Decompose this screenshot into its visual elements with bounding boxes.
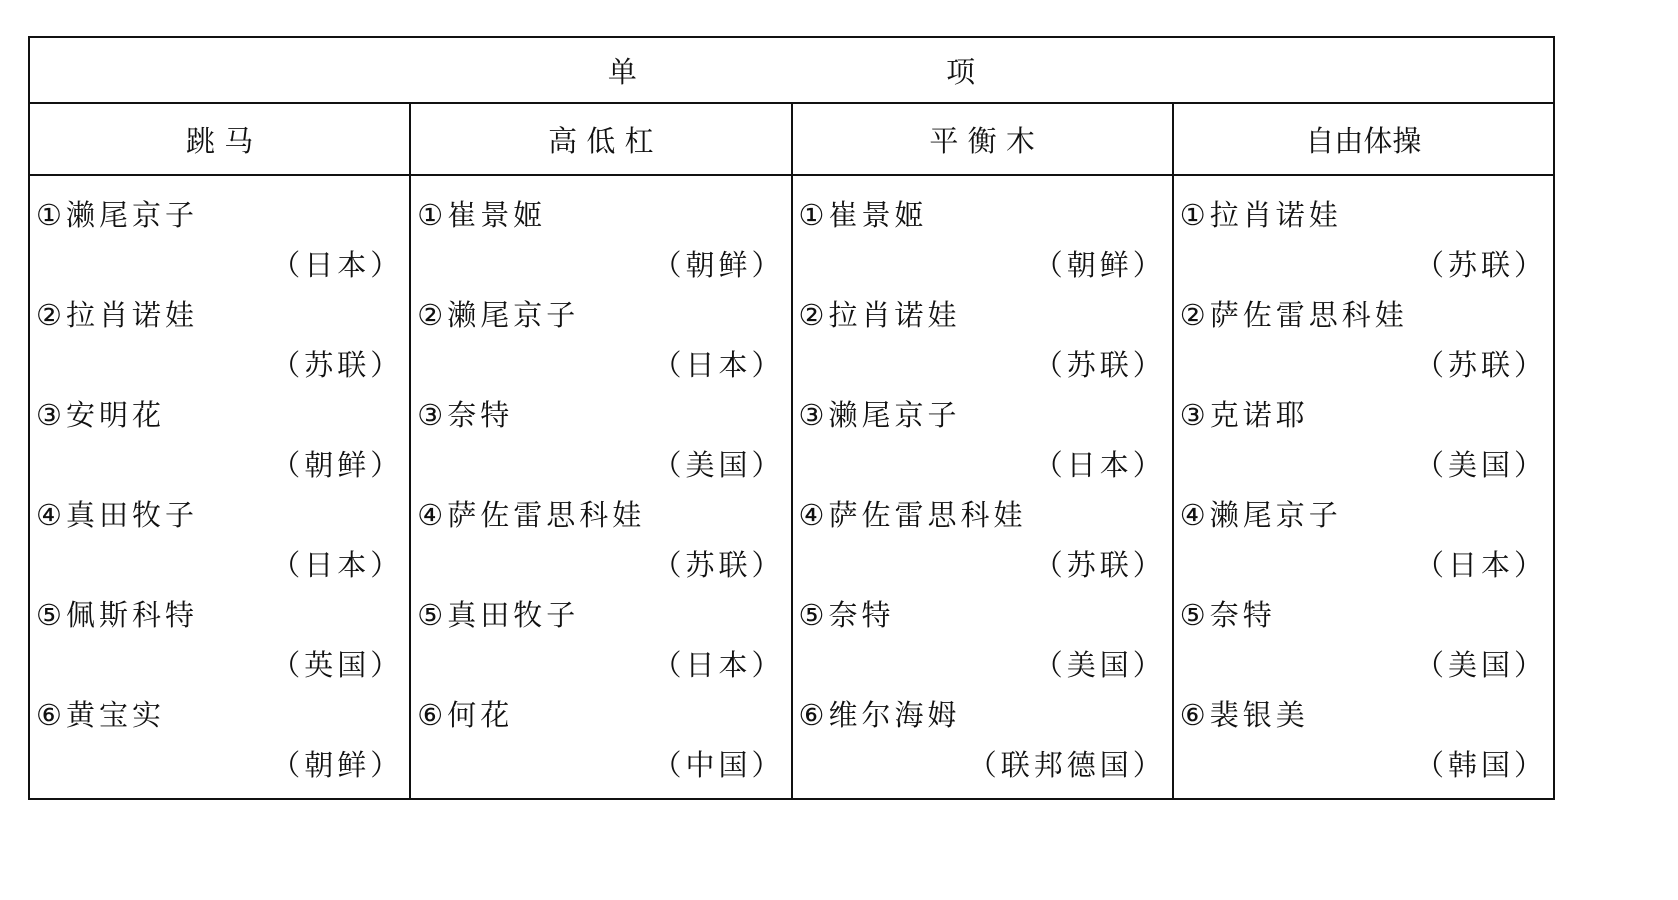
- athlete-name: ④真田牧子: [36, 498, 198, 532]
- results-body: [30, 176, 1553, 800]
- athlete-name: ④萨佐雷思科娃: [798, 498, 1027, 532]
- athlete-country: （日本）: [652, 348, 785, 382]
- event-header-uneven-bars: 高 低 杠: [411, 104, 792, 174]
- athlete-country: （朝鲜）: [652, 248, 785, 282]
- athlete-country: （苏联）: [1033, 548, 1166, 582]
- rank-entry: [1174, 490, 1553, 590]
- athlete-country: （美国）: [1414, 648, 1547, 682]
- rank-entry: [411, 690, 790, 790]
- athlete-country: （日本）: [1414, 548, 1547, 582]
- rank-entry: [793, 690, 1172, 790]
- rank-entry: [1174, 390, 1553, 490]
- athlete-name: ④濑尾京子: [1179, 498, 1342, 532]
- rank-entry: [793, 190, 1172, 290]
- athlete-name: ⑥黄宝实: [36, 698, 165, 732]
- event-header-row: [30, 104, 1553, 176]
- athlete-country: （美国）: [1414, 448, 1547, 482]
- athlete-country: （苏联）: [271, 348, 404, 382]
- athlete-name: ⑥维尔海姆: [798, 698, 961, 732]
- rank-entry: [30, 690, 409, 790]
- athlete-country: （日本）: [271, 548, 404, 582]
- rank-entry: [30, 290, 409, 390]
- athlete-name: ②拉肖诺娃: [36, 298, 198, 332]
- athlete-name: ①崔景姬: [417, 198, 547, 232]
- rank-entry: [793, 390, 1172, 490]
- rank-entry: [1174, 690, 1553, 790]
- athlete-name: ③濑尾京子: [798, 398, 961, 432]
- athlete-country: （朝鲜）: [1033, 248, 1166, 282]
- athlete-country: （日本）: [1033, 448, 1166, 482]
- results-table: [28, 36, 1555, 800]
- event-header-balance-beam: 平 衡 木: [793, 104, 1174, 174]
- event-header-vault: 跳 马: [30, 104, 411, 174]
- athlete-name: ①濑尾京子: [36, 198, 198, 232]
- athlete-country: （苏联）: [1414, 248, 1547, 282]
- athlete-country: （苏联）: [652, 548, 785, 582]
- event-column-uneven-bars: [411, 176, 792, 800]
- rank-entry: [30, 390, 409, 490]
- athlete-country: （日本）: [652, 648, 785, 682]
- event-header-floor-exercise: 自由体操: [1305, 123, 1422, 158]
- athlete-country: （英国）: [271, 648, 404, 682]
- rank-entry: [411, 590, 790, 690]
- athlete-country: （美国）: [652, 448, 785, 482]
- rank-entry: [793, 290, 1172, 390]
- athlete-name: ⑤奈特: [798, 598, 895, 632]
- athlete-name: ③奈特: [417, 398, 514, 432]
- rank-entry: [793, 490, 1172, 590]
- rank-entry: [411, 290, 790, 390]
- event-column-vault: [30, 176, 411, 800]
- athlete-country: （美国）: [1033, 648, 1166, 682]
- athlete-name: ⑤佩斯科特: [36, 598, 198, 632]
- athlete-country: （朝鲜）: [271, 748, 404, 782]
- athlete-country: （联邦德国）: [967, 748, 1166, 782]
- rank-entry: [30, 590, 409, 690]
- athlete-name: ⑤奈特: [1179, 598, 1276, 632]
- athlete-name: ①崔景姬: [798, 198, 928, 232]
- rank-entry: [1174, 290, 1553, 390]
- rank-entry: [411, 390, 790, 490]
- athlete-name: ②濑尾京子: [417, 298, 580, 332]
- athlete-name: ⑥裴银美: [1179, 698, 1309, 732]
- athlete-country: （苏联）: [1033, 348, 1166, 382]
- athlete-name: ⑤真田牧子: [417, 598, 580, 632]
- athlete-name: ③克诺耶: [1179, 398, 1309, 432]
- rank-entry: [30, 490, 409, 590]
- rank-entry: [411, 190, 790, 290]
- athlete-name: ①拉肖诺娃: [1179, 198, 1342, 232]
- event-column-balance-beam: [793, 176, 1174, 800]
- table-title: 单 项: [30, 38, 1553, 104]
- athlete-country: （朝鲜）: [271, 448, 404, 482]
- rank-entry: [1174, 590, 1553, 690]
- rank-entry: [1174, 190, 1553, 290]
- athlete-name: ②拉肖诺娃: [798, 298, 961, 332]
- athlete-name: ③安明花: [36, 398, 165, 432]
- athlete-country: （韩国）: [1414, 748, 1547, 782]
- event-column-floor-exercise: [1174, 176, 1553, 800]
- athlete-name: ④萨佐雷思科娃: [417, 498, 646, 532]
- athlete-country: （苏联）: [1414, 348, 1547, 382]
- athlete-country: （日本）: [271, 248, 404, 282]
- athlete-name: ⑥何花: [417, 698, 514, 732]
- rank-entry: [793, 590, 1172, 690]
- athlete-name: ②萨佐雷思科娃: [1179, 298, 1408, 332]
- rank-entry: [411, 490, 790, 590]
- rank-entry: [30, 190, 409, 290]
- athlete-country: （中国）: [652, 748, 785, 782]
